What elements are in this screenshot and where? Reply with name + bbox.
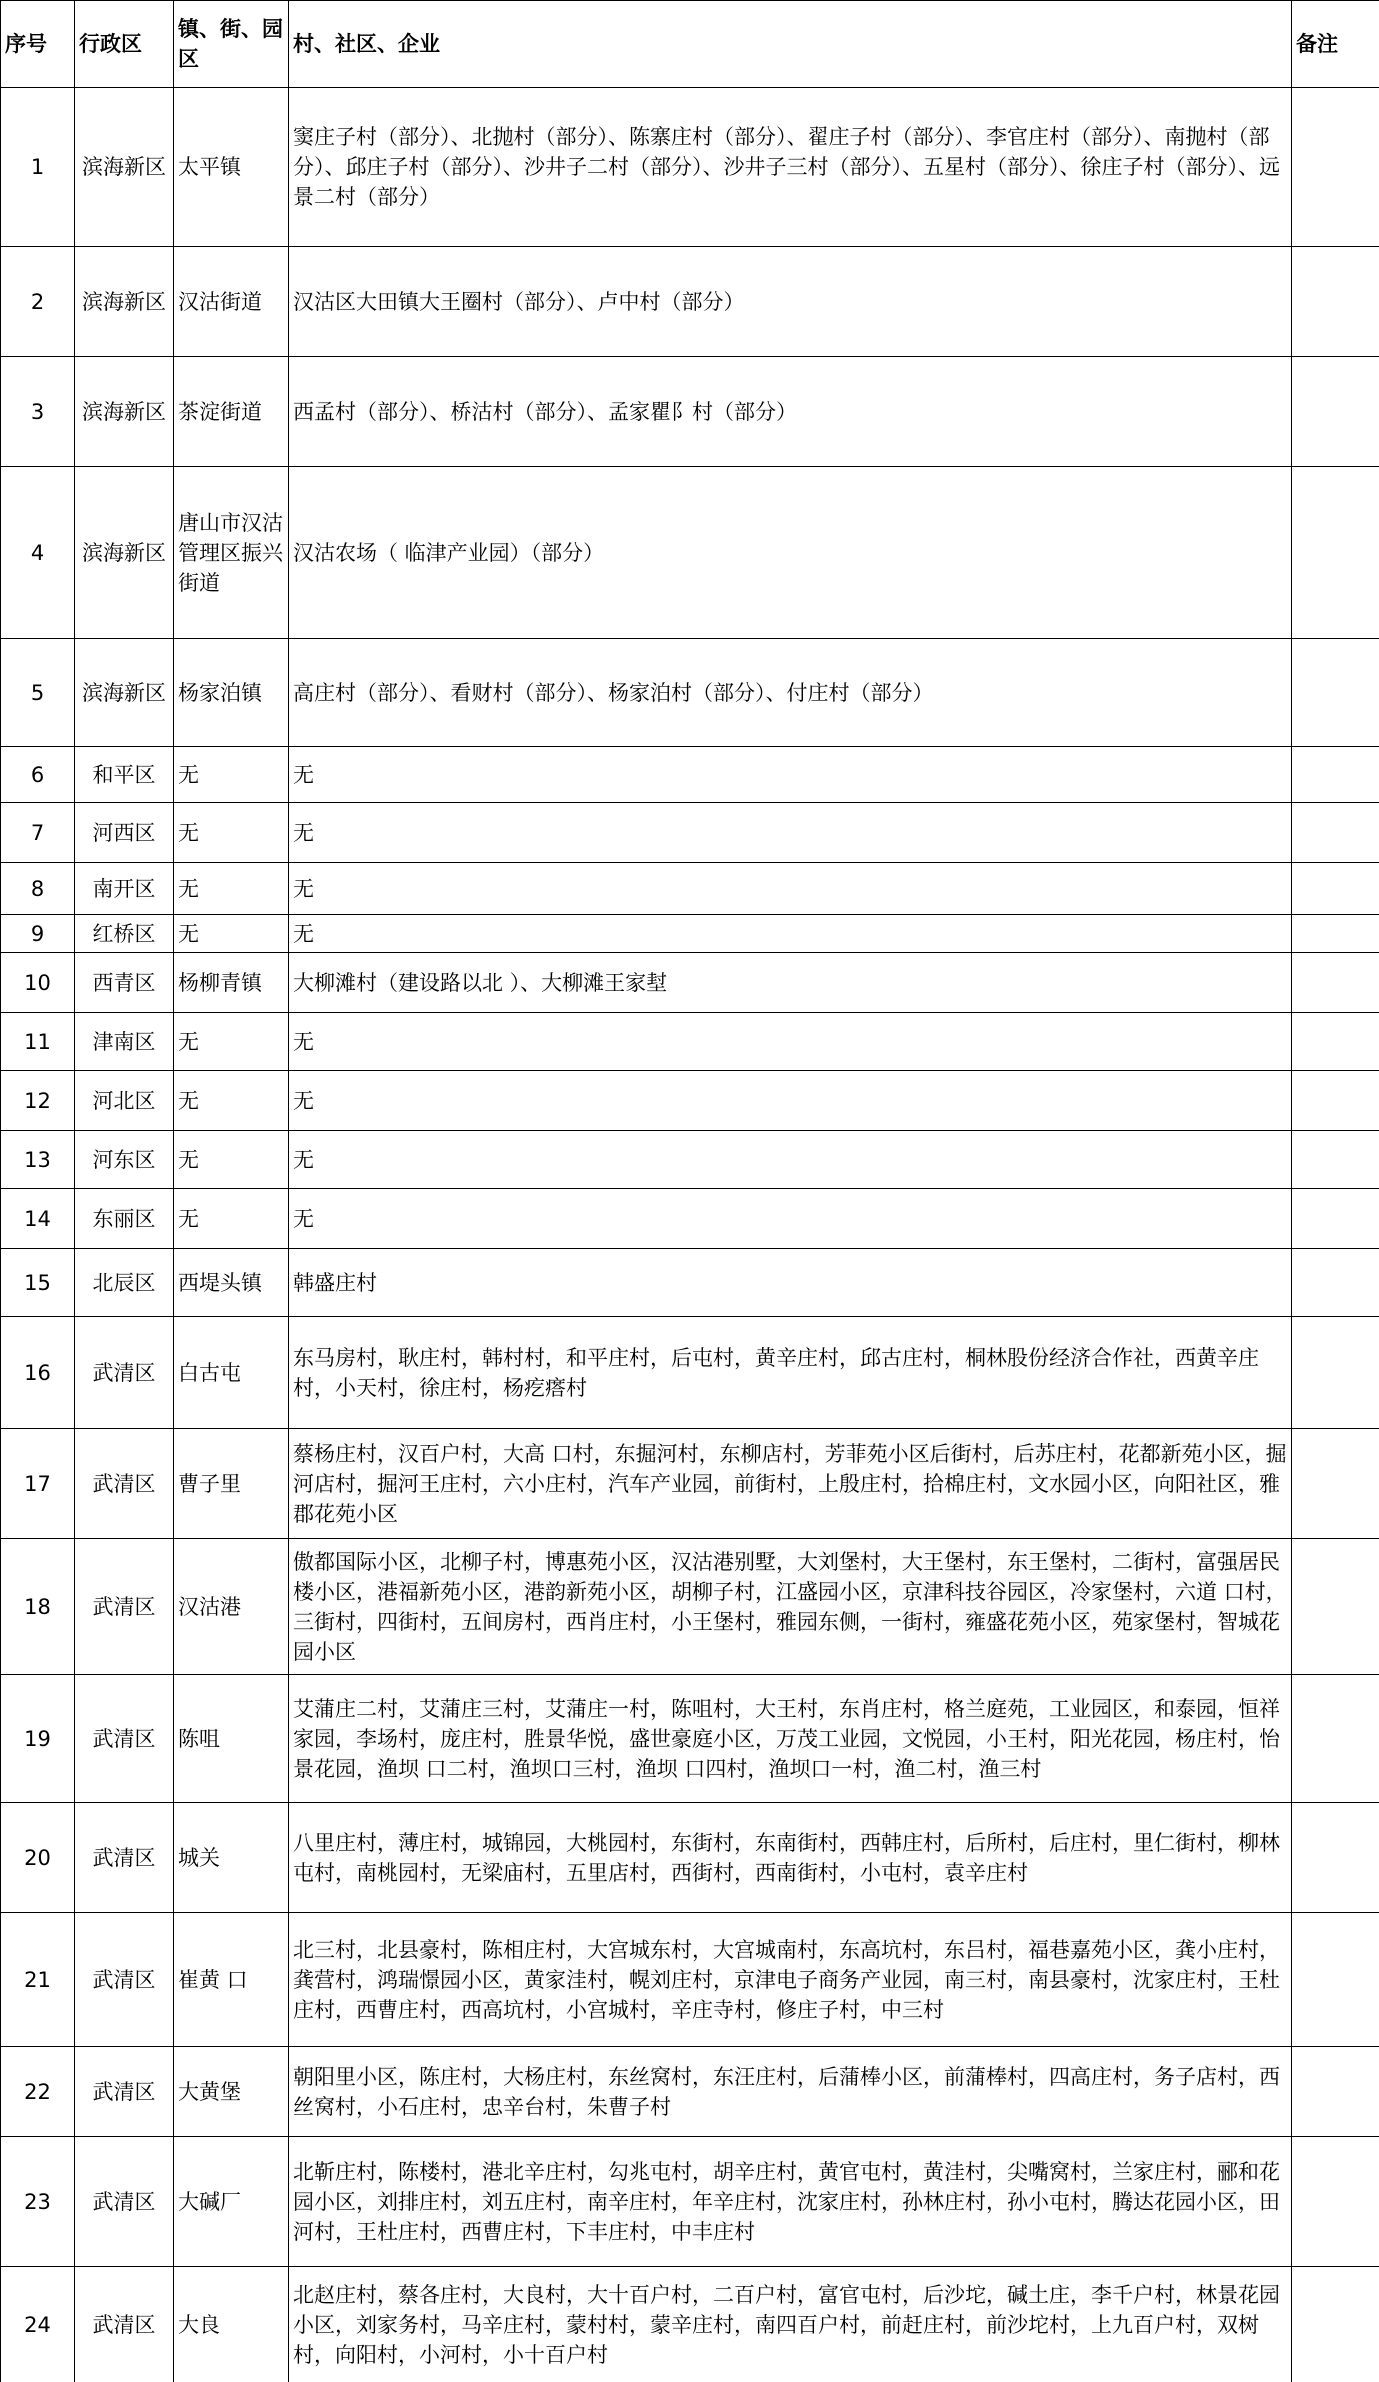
cell-district: 河北区 xyxy=(75,1071,174,1131)
cell-num: 8 xyxy=(1,863,75,915)
cell-town: 陈咀 xyxy=(174,1675,289,1803)
cell-num: 5 xyxy=(1,639,75,747)
table-row xyxy=(1,1429,1379,1539)
table-row xyxy=(1,247,1379,357)
cell-town: 城关 xyxy=(174,1803,289,1913)
table-row xyxy=(1,863,1379,915)
table-row xyxy=(1,1131,1379,1189)
cell-note xyxy=(1292,803,1379,863)
cell-district: 和平区 xyxy=(75,747,174,803)
cell-note xyxy=(1292,1803,1379,1913)
cell-town: 大碱厂 xyxy=(174,2137,289,2267)
cell-villages: 韩盛庄村 xyxy=(289,1249,1292,1317)
cell-town: 大良 xyxy=(174,2267,289,2382)
cell-district: 滨海新区 xyxy=(75,357,174,467)
cell-villages: 北靳庄村，陈楼村，港北辛庄村，勾兆屯村，胡辛庄村，黄官屯村，黄洼村，尖嘴窝村，兰家庄村，郦和花园小区，刘排庄村，刘五庄村，南辛庄村，年辛庄村，沈家庄村，孙林庄村，孙小屯村，腾达花园小区，田河村，王杜庄村，西曹庄村，下丰庄村，中丰庄村 xyxy=(289,2137,1292,2267)
cell-district: 北辰区 xyxy=(75,1249,174,1317)
cell-villages: 无 xyxy=(289,1131,1292,1189)
table-row xyxy=(1,88,1379,247)
cell-villages: 无 xyxy=(289,863,1292,915)
cell-villages: 汉沽农场（ 临津产业园）（部分） xyxy=(289,467,1292,639)
cell-district: 南开区 xyxy=(75,863,174,915)
cell-num: 16 xyxy=(1,1317,75,1429)
cell-district: 红桥区 xyxy=(75,915,174,953)
cell-note xyxy=(1292,863,1379,915)
cell-note xyxy=(1292,1131,1379,1189)
cell-town: 无 xyxy=(174,803,289,863)
cell-town: 白古屯 xyxy=(174,1317,289,1429)
table-row xyxy=(1,1013,1379,1071)
cell-town: 汉沽港 xyxy=(174,1539,289,1675)
header-note: 备注 xyxy=(1292,1,1379,88)
cell-villages: 无 xyxy=(289,1071,1292,1131)
cell-villages: 东马房村，耿庄村，韩村村，和平庄村，后屯村，黄辛庄村，邱古庄村，桐林股份经济合作社，西黄辛庄村，小天村，徐庄村，杨疙瘩村 xyxy=(289,1317,1292,1429)
cell-note xyxy=(1292,1539,1379,1675)
cell-num: 3 xyxy=(1,357,75,467)
cell-note xyxy=(1292,1071,1379,1131)
cell-num: 19 xyxy=(1,1675,75,1803)
cell-num: 21 xyxy=(1,1913,75,2047)
cell-district: 武清区 xyxy=(75,1675,174,1803)
cell-note xyxy=(1292,2267,1379,2382)
table-row xyxy=(1,1539,1379,1675)
cell-district: 武清区 xyxy=(75,2267,174,2382)
cell-town: 大黄堡 xyxy=(174,2047,289,2137)
cell-district: 滨海新区 xyxy=(75,247,174,357)
table-row xyxy=(1,915,1379,953)
table-row xyxy=(1,2137,1379,2267)
cell-town: 无 xyxy=(174,863,289,915)
cell-town: 崔黄 口 xyxy=(174,1913,289,2047)
cell-district: 滨海新区 xyxy=(75,639,174,747)
cell-note xyxy=(1292,1249,1379,1317)
cell-town: 无 xyxy=(174,915,289,953)
cell-town: 汉沽街道 xyxy=(174,247,289,357)
table-row xyxy=(1,1803,1379,1913)
table-row xyxy=(1,1675,1379,1803)
cell-district: 津南区 xyxy=(75,1013,174,1071)
cell-town: 无 xyxy=(174,1013,289,1071)
cell-villages: 无 xyxy=(289,747,1292,803)
cell-num: 9 xyxy=(1,915,75,953)
table-row xyxy=(1,1189,1379,1249)
cell-villages: 八里庄村，薄庄村，城锦园，大桃园村，东街村，东南街村，西韩庄村，后所村，后庄村，里仁街村，柳林屯村，南桃园村，无梁庙村，五里店村，西街村，西南街村，小屯村，袁辛庄村 xyxy=(289,1803,1292,1913)
cell-note xyxy=(1292,1429,1379,1539)
header-district: 行政区 xyxy=(75,1,174,88)
cell-town: 唐山市汉沽管理区振兴街道 xyxy=(174,467,289,639)
table-row xyxy=(1,2047,1379,2137)
cell-num: 15 xyxy=(1,1249,75,1317)
cell-note xyxy=(1292,2047,1379,2137)
table-row xyxy=(1,953,1379,1013)
cell-villages: 窦庄子村（部分）、北抛村（部分）、陈寨庄村（部分）、翟庄子村（部分）、李官庄村（部分）、南抛村（部分）、邱庄子村（部分）、沙井子二村（部分）、沙井子三村（部分）、五星村（部分）、徐庄子村（部分）、远景二村（部分） xyxy=(289,88,1292,247)
cell-note xyxy=(1292,1913,1379,2047)
cell-district: 武清区 xyxy=(75,1803,174,1913)
table-row xyxy=(1,1249,1379,1317)
cell-num: 11 xyxy=(1,1013,75,1071)
cell-note xyxy=(1292,953,1379,1013)
cell-district: 武清区 xyxy=(75,1539,174,1675)
cell-num: 23 xyxy=(1,2137,75,2267)
cell-villages: 无 xyxy=(289,915,1292,953)
cell-district: 武清区 xyxy=(75,1317,174,1429)
table-row xyxy=(1,1071,1379,1131)
cell-note xyxy=(1292,88,1379,247)
cell-district: 武清区 xyxy=(75,1913,174,2047)
cell-district: 东丽区 xyxy=(75,1189,174,1249)
cell-num: 24 xyxy=(1,2267,75,2382)
cell-note xyxy=(1292,1013,1379,1071)
cell-note xyxy=(1292,2137,1379,2267)
cell-villages: 艾蒲庄二村，艾蒲庄三村，艾蒲庄一村，陈咀村，大王村，东肖庄村，格兰庭苑，工业园区，和泰园，恒祥家园，李场村，庞庄村，胜景华悦，盛世豪庭小区，万茂工业园，文悦园，小王村，阳光花园，杨庄村，怡景花园，渔坝 口二村，渔坝口三村，渔坝 口四村，渔坝口一村，渔二村，渔三村 xyxy=(289,1675,1292,1803)
cell-district: 西青区 xyxy=(75,953,174,1013)
table-body xyxy=(1,88,1379,2382)
cell-town: 西堤头镇 xyxy=(174,1249,289,1317)
cell-note xyxy=(1292,915,1379,953)
cell-num: 10 xyxy=(1,953,75,1013)
cell-num: 4 xyxy=(1,467,75,639)
cell-villages: 朝阳里小区，陈庄村，大杨庄村，东丝窝村，东汪庄村，后蒲棒小区，前蒲棒村，四高庄村，务子店村，西丝窝村，小石庄村，忠辛台村，朱曹子村 xyxy=(289,2047,1292,2137)
header-num: 序号 xyxy=(1,1,75,88)
cell-villages: 北赵庄村，蔡各庄村，大良村，大十百户村，二百户村，富官屯村，后沙坨，碱土庄，李千户村，林景花园小区，刘家务村，马辛庄村，蒙村村，蒙辛庄村，南四百户村，前赶庄村，前沙坨村，上九百户村，双树村，向阳村，小河村，小十百户村 xyxy=(289,2267,1292,2382)
cell-town: 曹子里 xyxy=(174,1429,289,1539)
cell-district: 河西区 xyxy=(75,803,174,863)
cell-town: 茶淀街道 xyxy=(174,357,289,467)
cell-town: 无 xyxy=(174,1131,289,1189)
cell-num: 7 xyxy=(1,803,75,863)
cell-town: 无 xyxy=(174,1189,289,1249)
cell-villages: 西孟村（部分）、桥沽村（部分）、孟家瞿阝村（部分） xyxy=(289,357,1292,467)
cell-note xyxy=(1292,1189,1379,1249)
table-row xyxy=(1,1913,1379,2047)
cell-villages: 傲都国际小区，北柳子村，博惠苑小区，汉沽港别墅，大刘堡村，大王堡村，东王堡村，二街村，富强居民楼小区，港福新苑小区，港韵新苑小区，胡柳子村，江盛园小区，京津科技谷园区，冷家堡村，六道 口村，三街村，四街村，五间房村，西肖庄村，小王堡村，雅园东侧，一街村，雍盛花苑小区，苑家堡村，智城花园小区 xyxy=(289,1539,1292,1675)
cell-num: 22 xyxy=(1,2047,75,2137)
cell-note xyxy=(1292,639,1379,747)
header-row xyxy=(1,1,1379,88)
cell-villages: 无 xyxy=(289,803,1292,863)
table-row xyxy=(1,467,1379,639)
table-row xyxy=(1,1317,1379,1429)
cell-num: 1 xyxy=(1,88,75,247)
cell-note xyxy=(1292,357,1379,467)
cell-villages: 大柳滩村（建设路以北 ）、大柳滩王家堼 xyxy=(289,953,1292,1013)
cell-villages: 汉沽区大田镇大王圈村（部分）、卢中村（部分） xyxy=(289,247,1292,357)
header-villages: 村、社区、企业 xyxy=(289,1,1292,88)
cell-district: 武清区 xyxy=(75,2047,174,2137)
cell-num: 20 xyxy=(1,1803,75,1913)
cell-town: 杨家泊镇 xyxy=(174,639,289,747)
cell-note xyxy=(1292,1317,1379,1429)
cell-town: 无 xyxy=(174,1071,289,1131)
cell-town: 无 xyxy=(174,747,289,803)
cell-num: 14 xyxy=(1,1189,75,1249)
table-row xyxy=(1,803,1379,863)
cell-villages: 无 xyxy=(289,1013,1292,1071)
cell-num: 6 xyxy=(1,747,75,803)
cell-note xyxy=(1292,1675,1379,1803)
cell-district: 滨海新区 xyxy=(75,88,174,247)
table-row xyxy=(1,2267,1379,2382)
cell-num: 17 xyxy=(1,1429,75,1539)
cell-villages: 北三村，北县豪村，陈相庄村，大宫城东村，大宫城南村，东高坑村，东吕村，福巷嘉苑小区，龚小庄村，龚营村，鸿瑞憬园小区，黄家洼村，幌刘庄村，京津电子商务产业园，南三村，南县豪村，沈家庄村，王杜庄村，西曹庄村，西高坑村，小宫城村，辛庄寺村，修庄子村，中三村 xyxy=(289,1913,1292,2047)
cell-district: 河东区 xyxy=(75,1131,174,1189)
cell-note xyxy=(1292,467,1379,639)
cell-num: 2 xyxy=(1,247,75,357)
cell-num: 18 xyxy=(1,1539,75,1675)
table-row xyxy=(1,639,1379,747)
cell-villages: 无 xyxy=(289,1189,1292,1249)
cell-district: 滨海新区 xyxy=(75,467,174,639)
cell-num: 13 xyxy=(1,1131,75,1189)
header-town: 镇、街、园区 xyxy=(174,1,289,88)
cell-villages: 高庄村（部分）、看财村（部分）、杨家泊村（部分）、付庄村（部分） xyxy=(289,639,1292,747)
table-row xyxy=(1,357,1379,467)
cell-district: 武清区 xyxy=(75,1429,174,1539)
cell-villages: 蔡杨庄村，汉百户村，大高 口村，东掘河村，东柳店村，芳菲苑小区后街村，后苏庄村，花都新苑小区，掘河店村，掘河王庄村，六小庄村，汽车产业园，前街村，上殷庄村，拾棉庄村，文水园小区，向阳社区，雅郡花苑小区 xyxy=(289,1429,1292,1539)
cell-note xyxy=(1292,747,1379,803)
cell-note xyxy=(1292,247,1379,357)
cell-district: 武清区 xyxy=(75,2137,174,2267)
cell-num: 12 xyxy=(1,1071,75,1131)
cell-town: 太平镇 xyxy=(174,88,289,247)
cell-town: 杨柳青镇 xyxy=(174,953,289,1013)
table-row xyxy=(1,747,1379,803)
